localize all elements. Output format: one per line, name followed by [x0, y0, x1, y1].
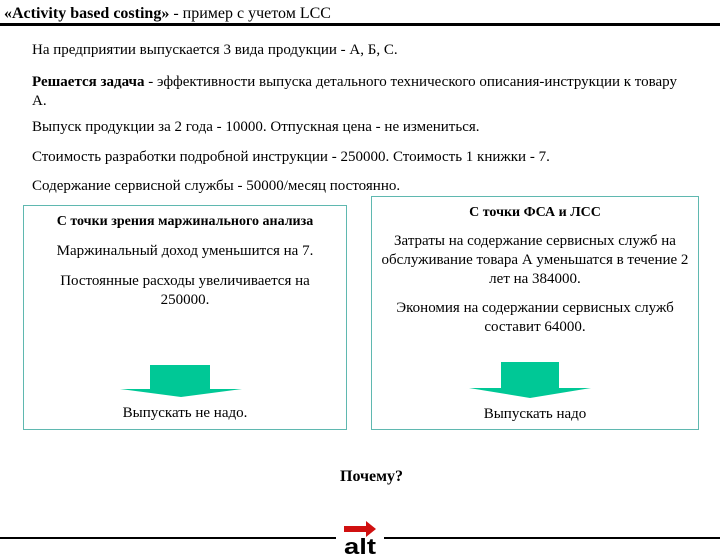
- footer-rule-left: [0, 537, 336, 539]
- conclusion-label: Выпускать надо: [483, 406, 587, 422]
- intro-task: [32, 73, 692, 111]
- title-bold: «Activity based costing»: [4, 5, 170, 22]
- question-text: Почему?: [340, 468, 404, 485]
- down-arrow-icon: [469, 362, 591, 398]
- box-heading: С точки ФСА и ЛСС: [469, 205, 601, 220]
- svg-text:alt: alt: [344, 534, 377, 555]
- alt-logo: [340, 520, 380, 555]
- intro-line-4: Стоимость разработки подробной инструкции - 250000. Стоимость 1 книжки - 7.: [32, 149, 550, 165]
- conclusion-label: Выпускать не надо.: [122, 405, 248, 421]
- header-rule: [0, 23, 720, 26]
- title-rest: - пример с учетом LCC: [169, 5, 331, 22]
- box-text-2: Экономия на содержании сервисных служб составит 64000.: [396, 300, 674, 335]
- abc-lcc-box: [371, 196, 699, 430]
- task-label: Решается задача: [32, 74, 145, 90]
- slide-title: [4, 5, 331, 23]
- box-text-1: Затраты на содержание сервисных служб на обслуживание товара А уменьшатся в течение 2 лет на 384000.: [381, 233, 689, 287]
- box-text-1: Маржинальный доход уменьшится на 7.: [56, 243, 314, 259]
- intro-line-1: На предприятии выпускается 3 вида продукции - А, Б, С.: [32, 42, 398, 58]
- marginal-analysis-box: [23, 205, 347, 430]
- intro-line-3: Выпуск продукции за 2 года - 10000. Отпускная цена - не измениться.: [32, 119, 480, 135]
- down-arrow-icon: [120, 365, 242, 397]
- intro-line-5: Содержание сервисной службы - 50000/месяц постоянно.: [32, 178, 401, 194]
- footer-rule-right: [384, 537, 720, 539]
- box-text-2: Постоянные расходы увеличивается на 250000.: [60, 273, 310, 308]
- task-text: - эффективности выпуска детального технического описания-инструкции к товару А.: [32, 74, 677, 109]
- box-heading: С точки зрения маржинального анализа: [56, 214, 314, 229]
